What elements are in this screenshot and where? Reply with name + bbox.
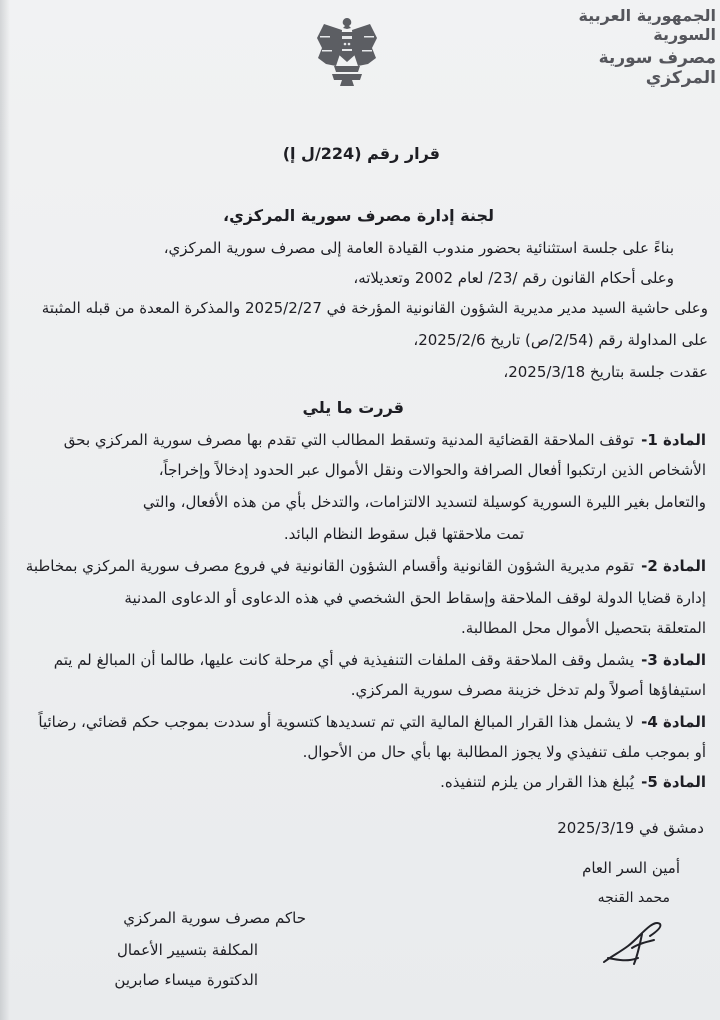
article-label: المادة 4- [641,713,706,731]
decision-number: قرار رقم (224/ل إ) [282,144,440,163]
article-line: والتعامل بغير الليرة السورية كوسيلة لتسديد الالتزامات، والتدخل بأي من هذه الأفعال، والتي [142,493,706,511]
article-line: تمت ملاحقتها قبل سقوط النظام البائد. [283,525,524,543]
article-line: الأشخاص الذين ارتكبوا أفعال الصرافة والحوالات ونقل الأموال عبر الحدود إدخالاً وإخراجاً، [158,461,706,479]
letterhead-country: الجمهورية العربية السورية [578,6,716,44]
preamble-line: عقدت جلسة بتاريخ 2025/3/18، [503,363,708,381]
article-line: تقوم مديرية الشؤون القانونية وأقسام الشؤون القانونية في فروع مصرف سورية المركزي بمخاطبة [25,557,634,575]
resolved-heading: قررت ما يلي [302,398,404,417]
handwritten-signature [598,912,670,972]
preamble-line: وعلى حاشية السيد مدير مديرية الشؤون القانونية المؤرخة في 2025/2/27 والمذكرة المعدة من قبله المثبتة [41,299,708,317]
eagle-emblem-icon [314,14,380,88]
letterhead-bank: مصرف سورية المركزي [598,48,716,88]
article-line: المتعلقة بتحصيل الأموال محل المطالبة. [461,619,706,637]
article-label: المادة 1- [641,431,706,449]
article-label: المادة 2- [641,557,706,575]
preamble-line: وعلى أحكام القانون رقم /23/ لعام 2002 وتعديلاته، [353,269,674,287]
article-line: يشمل وقف الملاحقة وقف الملفات التنفيذية في أي مرحلة كانت عليها، طالما أن المبالغ لم يتم [53,651,634,669]
governor-name: الدكتورة ميساء صابرين [114,971,258,989]
page-edge-shadow [0,0,10,1020]
letterhead [546,6,716,88]
preamble-line: بناءً على جلسة استثنائية بحضور مندوب القيادة العامة إلى مصرف سورية المركزي، [163,239,674,257]
article-line: لا يشمل هذا القرار المبالغ المالية التي تم تسديدها كتسوية أو سددت بموجب حكم قضائي، رضائياً [38,713,634,731]
article-line: إدارة قضايا الدولة لوقف الملاحقة وإسقاط الحق الشخصي في هذه الدعاوى أو الدعاوى المدنية [124,589,706,607]
article-label: المادة 5- [641,773,706,791]
governor-title: حاكم مصرف سورية المركزي [123,909,306,927]
article-label: المادة 3- [641,651,706,669]
article-line: أو بموجب ملف تنفيذي ولا يجوز المطالبة بها بأي حال من الأحوال. [302,743,706,761]
preamble-line: على المداولة رقم (2/54/ص) تاريخ 2025/2/6، [413,331,708,349]
committee-heading: لجنة إدارة مصرف سورية المركزي، [223,206,494,225]
secretary-name: محمد القنجه [597,890,670,906]
secretary-title: أمين السر العام [582,859,680,877]
governor-role: المكلفة بتسيير الأعمال [116,941,258,959]
article-line: توقف الملاحقة القضائية المدنية وتسقط المطالب التي تقدم بها مصرف سورية المركزي بحق [63,431,634,449]
article-line: استيفاؤها أصولاً ولم تدخل خزينة مصرف سورية المركزي. [350,681,706,699]
article-line: يُبلغ هذا القرار من يلزم لتنفيذه. [440,773,634,791]
issue-date: دمشق في 2025/3/19 [557,819,704,837]
